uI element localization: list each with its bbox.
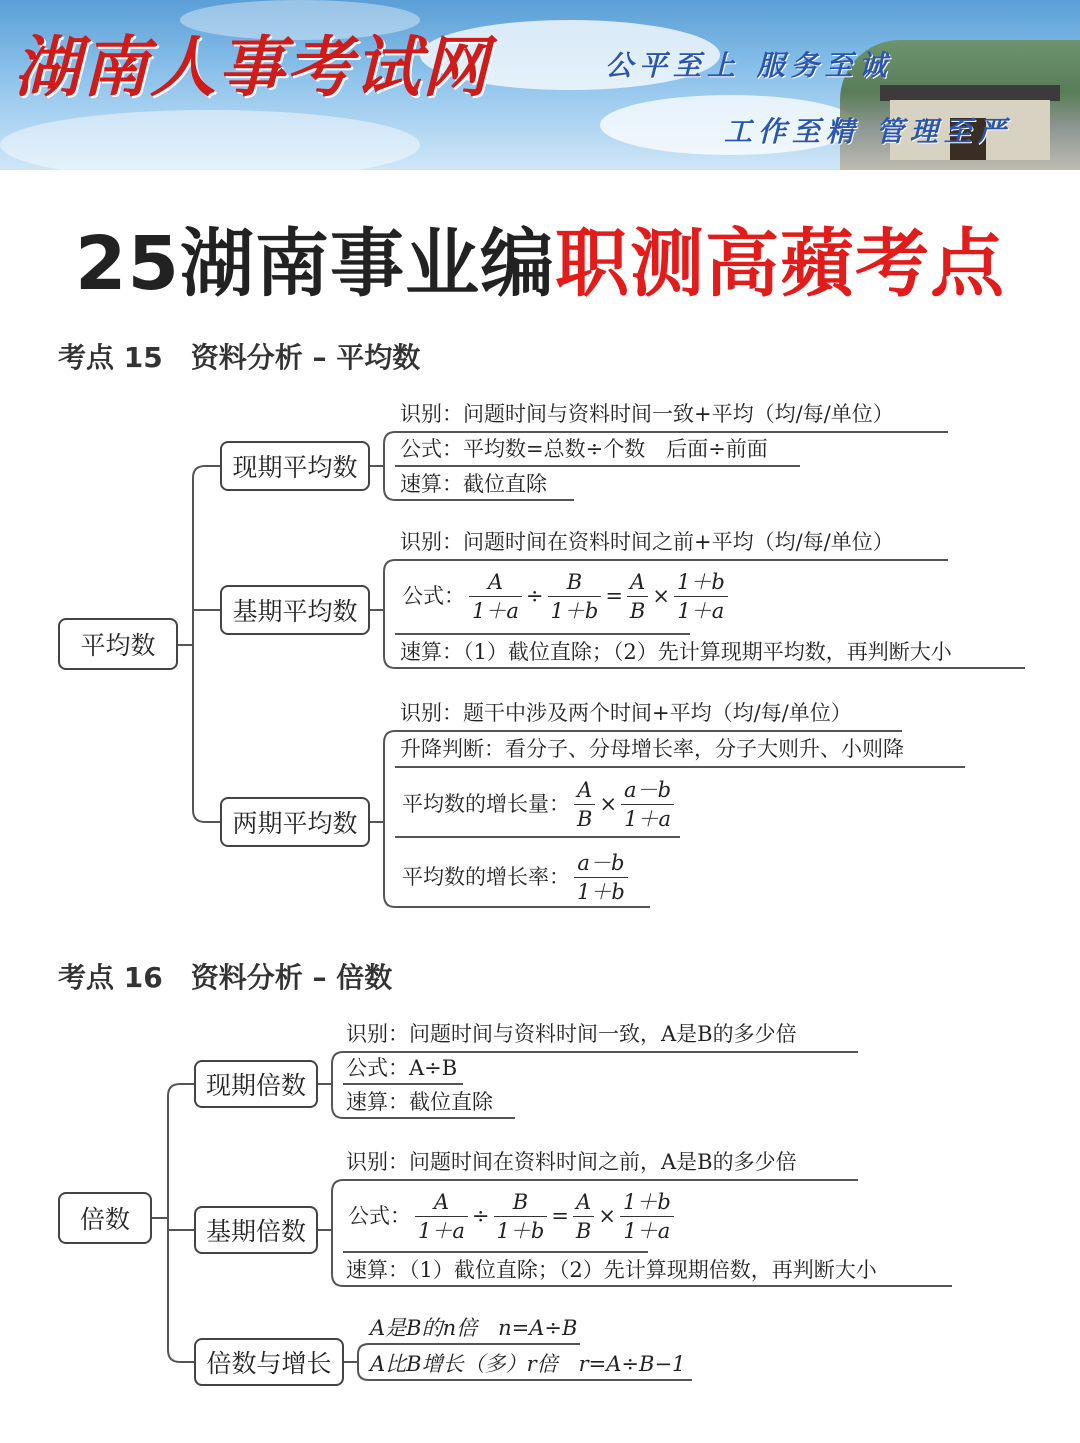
divide-sign: ÷ <box>471 1204 490 1229</box>
denominator: B <box>629 599 646 624</box>
title-red-part: 职测高蘋考点 <box>554 221 1005 307</box>
numerator: a－b <box>621 776 674 805</box>
divide-sign: ÷ <box>525 584 544 609</box>
numerator: A <box>415 1188 468 1217</box>
s16-b2-identify: 识别：问题时间在资料时间之前，A是B的多少倍 <box>346 1150 797 1174</box>
s15-b3-trend: 升降判断：看分子、分母增长率，分子大则升、小则降 <box>400 737 904 761</box>
section-15-title: 考点 15 资料分析 – 平均数 <box>58 341 421 374</box>
s15-b3-growth-amount <box>400 776 676 834</box>
node-multiple: 倍数 <box>58 1192 152 1244</box>
times-sign: × <box>598 1204 616 1229</box>
fraction <box>548 568 602 626</box>
s16-b1-identify: 识别：问题时间与资料时间一致，A是B的多少倍 <box>346 1022 797 1046</box>
fraction <box>574 849 628 907</box>
denominator: 1＋b <box>496 1219 545 1244</box>
s15-b2-quick: 速算：（1）截位直除；（2）先计算现期平均数，再判断大小 <box>400 640 952 664</box>
node-two-period-average: 两期平均数 <box>220 797 370 847</box>
fraction <box>574 776 595 834</box>
numerator: B <box>494 1188 548 1217</box>
section-16-title: 考点 16 资料分析 – 倍数 <box>58 961 393 994</box>
growth-amount-label: 平均数的增长量： <box>402 792 570 817</box>
fraction <box>415 1188 468 1246</box>
denominator: 1＋a <box>623 1219 671 1244</box>
s16-b3-growth: A比B增长（多）r倍 r=A÷B−1 <box>370 1352 686 1376</box>
formula-prefix: 公式： <box>402 584 465 609</box>
node-multiple-growth: 倍数与增长 <box>194 1338 344 1386</box>
fraction <box>573 1188 594 1246</box>
node-current-average: 现期平均数 <box>220 441 370 491</box>
node-current-multiple: 现期倍数 <box>194 1060 318 1108</box>
equals-sign: = <box>551 1204 569 1229</box>
s15-b3-growth-rate <box>400 849 630 907</box>
numerator: A <box>469 568 522 597</box>
node-base-multiple: 基期倍数 <box>194 1206 318 1254</box>
slogan-bottom: 工作至精 管理至严 <box>724 115 1012 148</box>
numerator: B <box>548 568 602 597</box>
fraction <box>627 568 648 626</box>
denominator: 1＋b <box>550 599 599 624</box>
equals-sign: = <box>605 584 623 609</box>
s16-b2-formula <box>346 1188 676 1246</box>
numerator: a－b <box>574 849 628 878</box>
node-base-average: 基期平均数 <box>220 585 370 635</box>
s16-b2-quick: 速算：（1）截位直除；（2）先计算现期倍数，再判断大小 <box>346 1258 877 1282</box>
s16-b1-formula: 公式：A÷B <box>346 1056 458 1080</box>
fraction <box>469 568 522 626</box>
s15-b1-identify: 识别：问题时间与资料时间一致+平均（均/每/单位） <box>400 402 894 426</box>
denominator: 1＋b <box>577 880 625 905</box>
site-logo[interactable]: 湖南人事考试网 <box>14 28 490 106</box>
times-sign: × <box>652 584 670 609</box>
fraction <box>674 568 728 626</box>
title-black-part: 25湖南事业编 <box>75 221 555 307</box>
denominator: 1＋a <box>624 807 671 832</box>
s15-b1-formula: 公式：平均数=总数÷个数 后面÷前面 <box>400 437 768 461</box>
times-sign: × <box>599 792 618 817</box>
numerator: A <box>573 1188 594 1217</box>
numerator: A <box>574 776 595 805</box>
fraction <box>620 1188 674 1246</box>
s16-b1-quick: 速算：截位直除 <box>346 1090 493 1114</box>
s15-b3-identify: 识别：题干中涉及两个时间+平均（均/每/单位） <box>400 701 852 725</box>
denominator: 1＋a <box>418 1219 465 1244</box>
numerator: A <box>627 568 648 597</box>
denominator: B <box>575 1219 592 1244</box>
denominator: B <box>577 807 593 832</box>
numerator: 1＋b <box>620 1188 674 1217</box>
node-average: 平均数 <box>58 618 178 670</box>
s16-b3-times: A是B的n倍 n=A÷B <box>370 1316 578 1340</box>
denominator: 1＋a <box>472 599 519 624</box>
s15-b1-quick: 速算：截位直除 <box>400 472 547 496</box>
formula-prefix: 公式： <box>348 1204 411 1229</box>
s15-b2-formula <box>400 568 730 626</box>
s15-b2-identify: 识别：问题时间在资料时间之前+平均（均/每/单位） <box>400 530 894 554</box>
slogan-top: 公平至上 服务至诚 <box>605 49 893 82</box>
growth-rate-label: 平均数的增长率： <box>402 865 570 890</box>
denominator: 1＋a <box>677 599 725 624</box>
fraction <box>494 1188 548 1246</box>
numerator: 1＋b <box>674 568 728 597</box>
fraction <box>621 776 674 834</box>
